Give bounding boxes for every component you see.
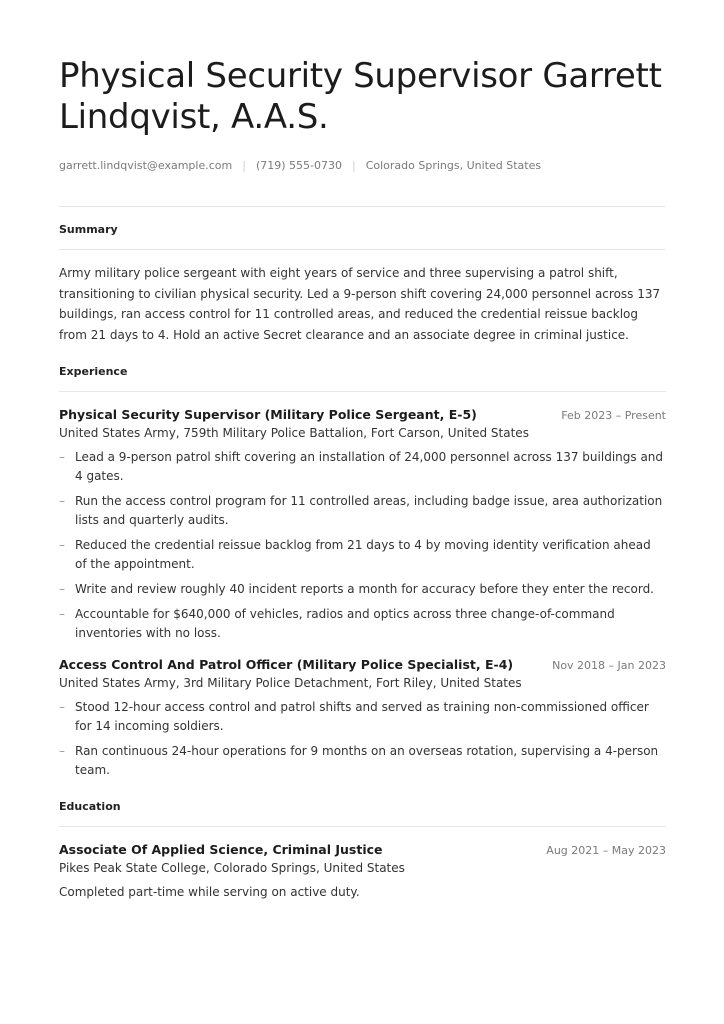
contact-phone[interactable]: (719) 555-0730	[255, 159, 342, 172]
bullet-text: Ran continuous 24-hour operations for 9 months on an overseas rotation, supervising a 4-person team.	[75, 744, 659, 778]
bullet-text: Reduced the credential reissue backlog from 21 days to 4 by moving identity verification ahead of the appointment.	[75, 538, 651, 572]
job-organization: United States Army, 3rd Military Police Detachment, Fort Riley, United States	[59, 676, 522, 691]
candidate-name: Physical Security Supervisor Garrett Lindqvist, A.A.S.	[59, 56, 662, 137]
bullet-item	[59, 742, 666, 780]
job-dates: Feb 2023 – Present	[561, 409, 666, 423]
bullet-item	[59, 536, 666, 574]
contact-location: Colorado Springs, United States	[365, 159, 542, 172]
summary-section	[59, 223, 666, 345]
education-header	[59, 842, 666, 857]
experience-heading: Experience	[59, 365, 128, 379]
education-heading: Education	[59, 800, 121, 814]
dash-icon: –	[59, 582, 65, 597]
job-header	[59, 407, 666, 422]
job-organization: United States Army, 759th Military Police Battalion, Fort Carson, United States	[59, 426, 529, 441]
section-divider	[59, 826, 666, 827]
bullet-item	[59, 698, 666, 736]
bullet-text: Run the access control program for 11 controlled areas, including badge issue, area authorization lists and quarterly audits.	[75, 494, 663, 528]
bullet-text: Stood 12-hour access control and patrol shifts and served as training non-commissioned officer for 14 incoming soldiers.	[75, 700, 649, 734]
bullet-item	[59, 605, 666, 643]
education-dates: Aug 2021 – May 2023	[546, 844, 666, 858]
bullet-item	[59, 448, 666, 486]
job-bullets	[59, 448, 666, 643]
summary-text: Army military police sergeant with eight years of service and three supervising a patrol shift, transitioning to civilian physical security. Led a 9-person shift covering 24,000 personnel across 137 buildings, ran access control for 11 controlled areas, and reduced the credential reissue backlog from 21 days to 4. Hold an active Secret clearance and an associate degree in criminal justice.	[59, 266, 661, 342]
experience-section	[59, 365, 666, 780]
job-title: Physical Security Supervisor (Military Police Sergeant, E-5)	[59, 407, 477, 423]
dash-icon: –	[59, 450, 65, 465]
summary-heading: Summary	[59, 223, 118, 236]
education-section	[59, 800, 666, 899]
bullet-item	[59, 580, 666, 599]
contact-email[interactable]: garrett.lindqvist@example.com	[59, 159, 233, 172]
bullet-text: Lead a 9-person patrol shift covering an installation of 24,000 personnel across 137 buildings and 4 gates.	[75, 450, 664, 484]
bullet-text: Accountable for $640,000 of vehicles, radios and optics across three change-of-command inventories with no loss.	[75, 607, 615, 641]
education-note: Completed part-time while serving on active duty.	[59, 885, 360, 900]
bullet-item	[59, 492, 666, 530]
dash-icon: –	[59, 744, 65, 759]
dash-icon: –	[59, 700, 65, 715]
contact-line	[59, 159, 666, 172]
contact-separator: |	[351, 159, 356, 172]
education-entry	[59, 842, 666, 899]
bullet-text: Write and review roughly 40 incident reports a month for accuracy before they enter the record.	[75, 582, 654, 597]
degree-title: Associate Of Applied Science, Criminal Justice	[59, 842, 383, 858]
dash-icon: –	[59, 607, 65, 622]
job-header	[59, 657, 666, 672]
contact-separator: |	[242, 159, 246, 172]
school-name: Pikes Peak State College, Colorado Springs, United States	[59, 861, 405, 876]
job-entry	[59, 657, 666, 780]
section-divider	[59, 391, 666, 392]
job-entry	[59, 407, 666, 643]
section-divider	[59, 249, 666, 250]
dash-icon: –	[59, 494, 65, 509]
header-divider	[59, 206, 666, 207]
job-bullets	[59, 698, 666, 780]
job-dates: Nov 2018 – Jan 2023	[552, 659, 666, 673]
dash-icon: –	[59, 538, 65, 553]
job-title: Access Control And Patrol Officer (Military Police Specialist, E-4)	[59, 657, 514, 673]
resume-content	[59, 56, 666, 899]
